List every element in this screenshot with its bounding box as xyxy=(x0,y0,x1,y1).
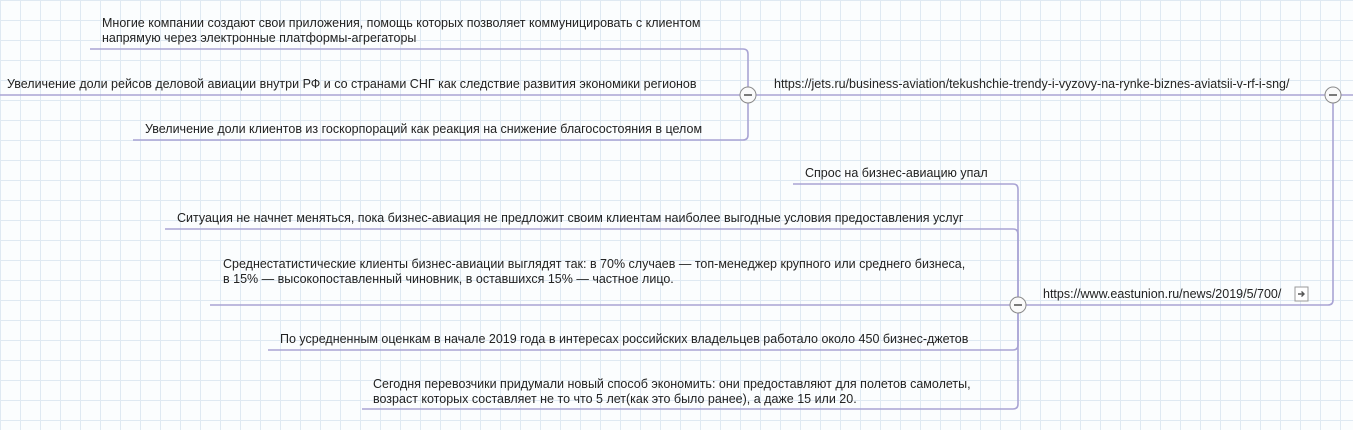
node-text-line: Ситуация не начнет меняться, пока бизнес-авиация не предложит своим клиентам наиболее выгодные условия предоставления услуг xyxy=(177,211,964,225)
node-text-line: Увеличение доли клиентов из госкорпораций как реакция на снижение благосостояния в целом xyxy=(145,122,703,136)
node-bottom-2[interactable] xyxy=(177,211,963,226)
connector-root-vertical xyxy=(1020,95,1333,305)
collapse-toggle-root[interactable] xyxy=(1325,87,1341,103)
node-top-3[interactable] xyxy=(145,122,702,137)
node-text-line: Увеличение доли рейсов деловой авиации внутри РФ и со странами СНГ как следствие развития экономики регионов xyxy=(7,77,697,91)
collapse-toggle-bottom[interactable] xyxy=(1010,297,1026,313)
node-bottom-3[interactable] xyxy=(223,257,965,287)
node-text-line: Среднестатистические клиенты бизнес-авиации выглядят так: в 70% случаев — топ-менеджер крупного или среднего бизнеса, xyxy=(223,257,966,271)
link-text: https://jets.ru/business-aviation/tekushchie-trendy-i-vyzovy-na-rynke-biznes-aviatsii-v-rf-i-sng/ xyxy=(774,77,1290,91)
node-top-1[interactable] xyxy=(102,16,701,46)
node-text-line: в 15% — высокопоставленный чиновник, в оставшихся 15% — частное лицо. xyxy=(223,272,674,286)
link-arrow-icon[interactable] xyxy=(1295,287,1308,301)
collapse-toggle-top[interactable] xyxy=(740,87,756,103)
link-text: https://www.eastunion.ru/news/2019/5/700/ xyxy=(1043,287,1282,301)
node-bottom-5[interactable] xyxy=(373,377,971,407)
node-text-line: возраст которых составляет не то что 5 лет(как это было ранее), а даже 15 или 20. xyxy=(373,392,857,406)
node-bottom-4[interactable] xyxy=(280,332,968,347)
node-bottom-1[interactable] xyxy=(805,166,988,181)
link-jets[interactable] xyxy=(774,77,1289,92)
node-text-line: По усредненным оценкам в начале 2019 года в интересах российских владельцев работало около 450 бизнес-джетов xyxy=(280,332,969,346)
node-text-line: Сегодня перевозчики придумали новый способ экономить: они предоставляют для полетов самолеты, xyxy=(373,377,971,391)
link-eastunion[interactable] xyxy=(1043,287,1281,302)
node-text-line: Многие компании создают свои приложения, помощь которых позволяет коммуницировать с клиентом xyxy=(102,16,701,30)
node-text-line: Спрос на бизнес-авиацию упал xyxy=(805,166,988,180)
node-text-line: напрямую через электронные платформы-агрегаторы xyxy=(102,31,417,45)
node-top-2[interactable] xyxy=(7,77,697,92)
